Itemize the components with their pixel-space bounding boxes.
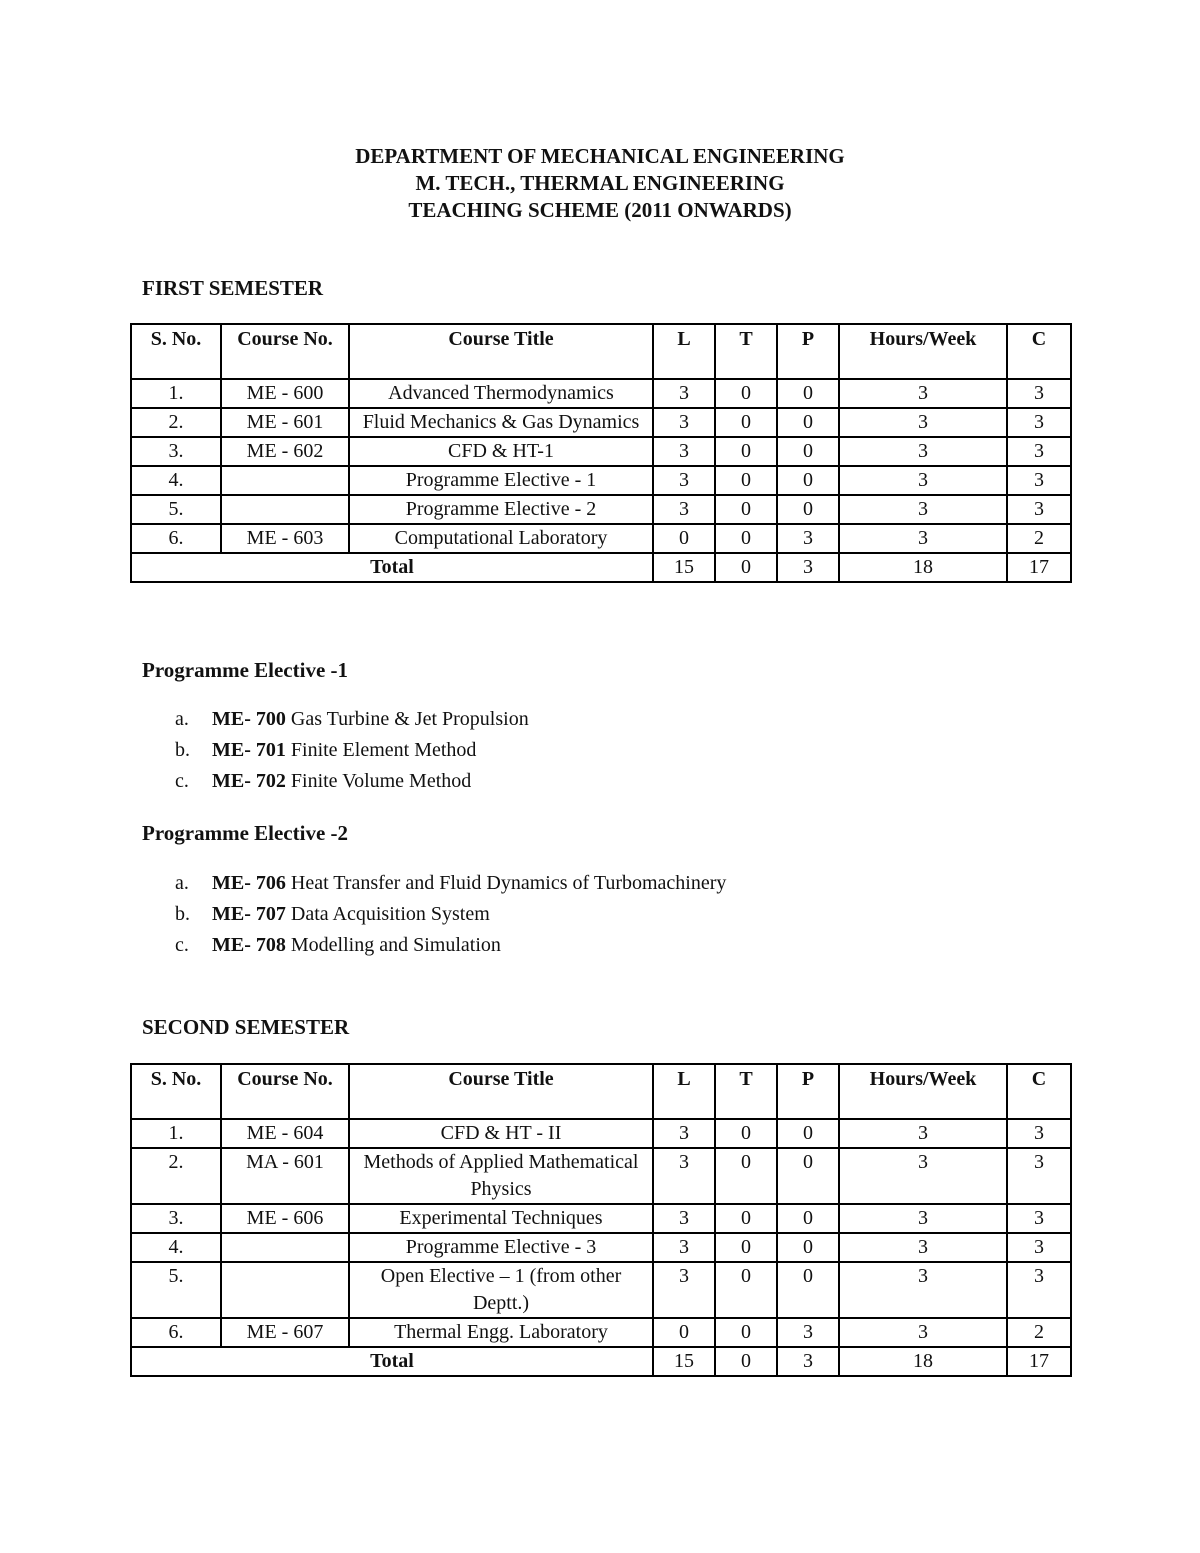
cell-sno: 1.	[131, 379, 221, 408]
first-semester-heading: FIRST SEMESTER	[142, 276, 324, 300]
course-name: Finite Element Method	[290, 739, 477, 761]
cell-hours-week: 3	[839, 379, 1007, 408]
col-header-l: L	[653, 1064, 715, 1119]
cell-course-title: Open Elective – 1 (from other Deptt.)	[349, 1262, 653, 1318]
elective-2-list	[175, 868, 726, 961]
cell-l: 0	[653, 524, 715, 553]
cell-p: 0	[777, 1204, 839, 1233]
total-l: 15	[653, 553, 715, 582]
cell-c: 2	[1007, 1318, 1071, 1347]
total-row	[131, 1347, 1071, 1376]
course-code: ME- 708	[212, 934, 286, 956]
second-semester-table	[130, 1063, 1072, 1377]
list-item-letter: b.	[175, 739, 190, 761]
cell-l: 0	[653, 1318, 715, 1347]
cell-c: 3	[1007, 379, 1071, 408]
course-name: Finite Volume Method	[290, 770, 472, 792]
total-hours: 18	[839, 1347, 1007, 1376]
cell-hours-week: 3	[839, 408, 1007, 437]
cell-sno: 6.	[131, 1318, 221, 1347]
total-c: 17	[1007, 1347, 1071, 1376]
cell-hours-week: 3	[839, 1204, 1007, 1233]
cell-p: 0	[777, 379, 839, 408]
col-header-course-title: Course Title	[349, 324, 653, 379]
col-header-sno: S. No.	[131, 1064, 221, 1119]
course-name: Modelling and Simulation	[290, 934, 501, 956]
list-item	[175, 930, 726, 961]
table-row	[131, 1119, 1071, 1148]
course-code: ME- 702	[212, 770, 286, 792]
course-code: ME- 706	[212, 872, 286, 894]
cell-course-no: ME - 601	[221, 408, 349, 437]
elective-1-heading: Programme Elective -1	[142, 658, 349, 682]
cell-course-no: ME - 603	[221, 524, 349, 553]
cell-t: 0	[715, 1262, 777, 1318]
cell-course-title: Programme Elective - 3	[349, 1233, 653, 1262]
cell-t: 0	[715, 524, 777, 553]
cell-p: 0	[777, 1262, 839, 1318]
cell-hours-week: 3	[839, 524, 1007, 553]
table-row	[131, 408, 1071, 437]
col-header-t: T	[715, 324, 777, 379]
list-item	[175, 735, 529, 766]
list-item-letter: b.	[175, 903, 190, 925]
table-header-row	[131, 324, 1071, 379]
course-name: Heat Transfer and Fluid Dynamics of Turbomachinery	[290, 872, 727, 894]
cell-course-no	[221, 1262, 349, 1318]
cell-c: 3	[1007, 1148, 1071, 1204]
table-row	[131, 437, 1071, 466]
total-row	[131, 553, 1071, 582]
cell-t: 0	[715, 1204, 777, 1233]
cell-course-no	[221, 1233, 349, 1262]
cell-hours-week: 3	[839, 466, 1007, 495]
cell-l: 3	[653, 408, 715, 437]
cell-course-title: CFD & HT - II	[349, 1119, 653, 1148]
col-header-hours-week: Hours/Week	[839, 324, 1007, 379]
cell-t: 0	[715, 437, 777, 466]
cell-course-title: Experimental Techniques	[349, 1204, 653, 1233]
cell-course-no: ME - 604	[221, 1119, 349, 1148]
cell-sno: 5.	[131, 1262, 221, 1318]
cell-sno: 5.	[131, 495, 221, 524]
cell-sno: 2.	[131, 408, 221, 437]
cell-t: 0	[715, 379, 777, 408]
col-header-c: C	[1007, 324, 1071, 379]
cell-sno: 1.	[131, 1119, 221, 1148]
cell-l: 3	[653, 1204, 715, 1233]
cell-course-no: ME - 600	[221, 379, 349, 408]
cell-course-no: ME - 602	[221, 437, 349, 466]
cell-hours-week: 3	[839, 1148, 1007, 1204]
cell-t: 0	[715, 1233, 777, 1262]
course-name: Data Acquisition System	[290, 903, 490, 925]
second-semester-heading: SECOND SEMESTER	[142, 1015, 350, 1039]
table-row	[131, 1148, 1071, 1204]
total-l: 15	[653, 1347, 715, 1376]
cell-sno: 3.	[131, 1204, 221, 1233]
first-semester-table	[130, 323, 1072, 583]
cell-hours-week: 3	[839, 1318, 1007, 1347]
total-label: Total	[131, 1347, 653, 1376]
cell-hours-week: 3	[839, 437, 1007, 466]
total-label: Total	[131, 553, 653, 582]
cell-l: 3	[653, 1148, 715, 1204]
cell-sno: 4.	[131, 466, 221, 495]
cell-p: 3	[777, 1318, 839, 1347]
cell-hours-week: 3	[839, 1262, 1007, 1318]
col-header-sno: S. No.	[131, 324, 221, 379]
cell-l: 3	[653, 495, 715, 524]
cell-p: 3	[777, 524, 839, 553]
col-header-course-no: Course No.	[221, 1064, 349, 1119]
table-row	[131, 524, 1071, 553]
table-header-row	[131, 1064, 1071, 1119]
cell-l: 3	[653, 1233, 715, 1262]
table-row	[131, 1262, 1071, 1318]
cell-t: 0	[715, 1148, 777, 1204]
page-header	[0, 143, 1200, 224]
cell-sno: 6.	[131, 524, 221, 553]
col-header-l: L	[653, 324, 715, 379]
cell-t: 0	[715, 495, 777, 524]
total-p: 3	[777, 553, 839, 582]
cell-course-no	[221, 495, 349, 524]
total-hours: 18	[839, 553, 1007, 582]
scheme-title: TEACHING SCHEME (2011 ONWARDS)	[408, 198, 792, 222]
table-row	[131, 495, 1071, 524]
total-t: 0	[715, 1347, 777, 1376]
cell-hours-week: 3	[839, 495, 1007, 524]
cell-l: 3	[653, 437, 715, 466]
cell-sno: 3.	[131, 437, 221, 466]
list-item	[175, 899, 726, 930]
col-header-course-no: Course No.	[221, 324, 349, 379]
cell-course-title: Programme Elective - 1	[349, 466, 653, 495]
col-header-p: P	[777, 324, 839, 379]
col-header-t: T	[715, 1064, 777, 1119]
elective-1-list	[175, 704, 529, 797]
cell-course-no: ME - 607	[221, 1318, 349, 1347]
cell-course-title: Thermal Engg. Laboratory	[349, 1318, 653, 1347]
table-row	[131, 379, 1071, 408]
cell-l: 3	[653, 1119, 715, 1148]
cell-c: 3	[1007, 466, 1071, 495]
cell-c: 3	[1007, 495, 1071, 524]
cell-p: 0	[777, 1148, 839, 1204]
list-item	[175, 766, 529, 797]
cell-p: 0	[777, 466, 839, 495]
cell-c: 3	[1007, 1204, 1071, 1233]
cell-course-no: MA - 601	[221, 1148, 349, 1204]
cell-course-title: CFD & HT-1	[349, 437, 653, 466]
col-header-c: C	[1007, 1064, 1071, 1119]
cell-p: 0	[777, 495, 839, 524]
cell-c: 3	[1007, 1233, 1071, 1262]
cell-course-title: Fluid Mechanics & Gas Dynamics	[349, 408, 653, 437]
cell-p: 0	[777, 1119, 839, 1148]
cell-t: 0	[715, 408, 777, 437]
cell-p: 0	[777, 437, 839, 466]
total-t: 0	[715, 553, 777, 582]
total-c: 17	[1007, 553, 1071, 582]
table-row	[131, 1233, 1071, 1262]
cell-course-title: Computational Laboratory	[349, 524, 653, 553]
cell-t: 0	[715, 466, 777, 495]
cell-sno: 4.	[131, 1233, 221, 1262]
cell-hours-week: 3	[839, 1119, 1007, 1148]
cell-t: 0	[715, 1119, 777, 1148]
course-name: Gas Turbine & Jet Propulsion	[290, 708, 529, 730]
cell-course-no	[221, 466, 349, 495]
list-item	[175, 704, 529, 735]
cell-hours-week: 3	[839, 1233, 1007, 1262]
cell-c: 3	[1007, 437, 1071, 466]
table-row	[131, 1318, 1071, 1347]
col-header-hours-week: Hours/Week	[839, 1064, 1007, 1119]
cell-l: 3	[653, 379, 715, 408]
total-p: 3	[777, 1347, 839, 1376]
cell-course-title: Methods of Applied Mathematical Physics	[349, 1148, 653, 1204]
list-item	[175, 868, 726, 899]
cell-sno: 2.	[131, 1148, 221, 1204]
cell-l: 3	[653, 466, 715, 495]
table-row	[131, 1204, 1071, 1233]
list-item-letter: c.	[175, 934, 189, 956]
cell-c: 3	[1007, 1262, 1071, 1318]
cell-p: 0	[777, 408, 839, 437]
list-item-letter: c.	[175, 770, 189, 792]
course-code: ME- 700	[212, 708, 286, 730]
cell-t: 0	[715, 1318, 777, 1347]
course-code: ME- 701	[212, 739, 286, 761]
list-item-letter: a.	[175, 708, 189, 730]
cell-l: 3	[653, 1262, 715, 1318]
program-title: M. TECH., THERMAL ENGINEERING	[415, 171, 785, 195]
cell-course-no: ME - 606	[221, 1204, 349, 1233]
elective-2-heading: Programme Elective -2	[142, 821, 349, 845]
cell-c: 3	[1007, 1119, 1071, 1148]
department-title: DEPARTMENT OF MECHANICAL ENGINEERING	[355, 144, 845, 168]
cell-c: 2	[1007, 524, 1071, 553]
list-item-letter: a.	[175, 872, 189, 894]
cell-course-title: Programme Elective - 2	[349, 495, 653, 524]
cell-p: 0	[777, 1233, 839, 1262]
cell-course-title: Advanced Thermodynamics	[349, 379, 653, 408]
course-code: ME- 707	[212, 903, 286, 925]
col-header-p: P	[777, 1064, 839, 1119]
cell-c: 3	[1007, 408, 1071, 437]
table-row	[131, 466, 1071, 495]
col-header-course-title: Course Title	[349, 1064, 653, 1119]
